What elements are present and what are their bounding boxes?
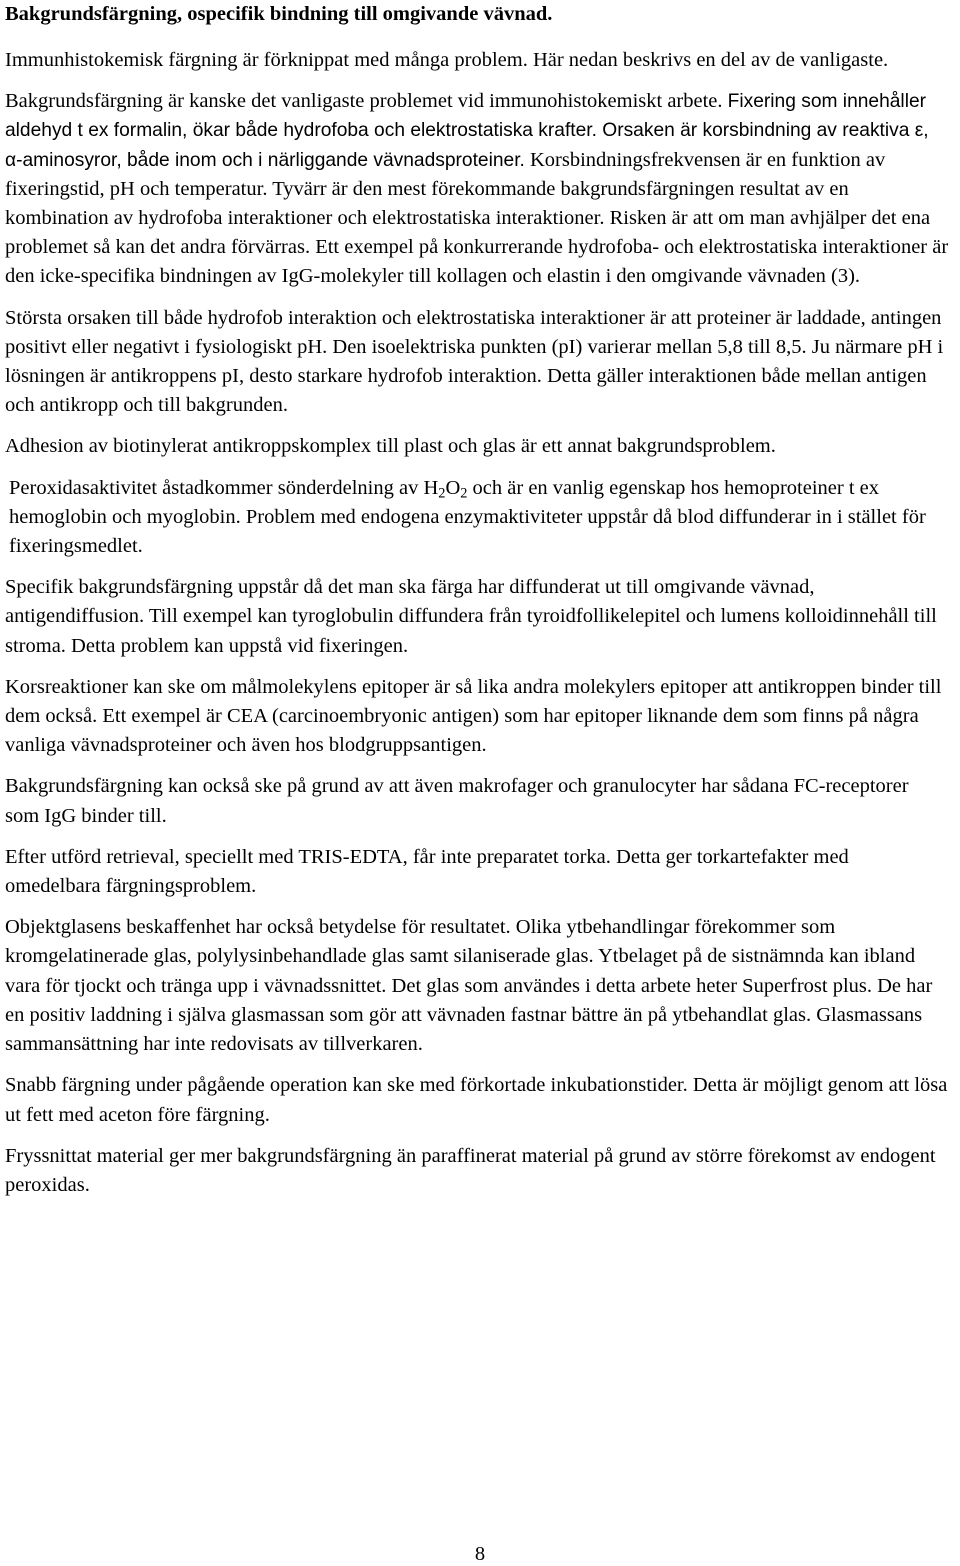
intro-text: Immunhistokemisk färgning är förknippat med många problem. Här nedan beskrivs en del av de vanligaste. <box>5 49 889 71</box>
p10-text: Snabb färgning under pågående operation kan ske med förkortade inkubationstider. Detta är möjligt genom att lösa ut fett med aceton före färgning. <box>5 1074 948 1126</box>
p5-text: Specifik bakgrundsfärgning uppstår då det man ska färga har diffunderat ut till omgivande vävnad, antigendiffusion. Till exempel kan tyroglobulin diffundera från tyroidfollikelepitel och lumens kolloidinnehåll till stroma. Detta problem kan uppstå vid fixeringen. <box>5 576 937 657</box>
p2-text: Största orsaken till både hydrofob interaktion och elektrostatiska interaktioner är att proteiner är laddade, antingen positivt eller negativt i fysiologiskt pH. Den isoelektriska punkten (pI) varierar mellan 5,8 till 8,5. Ju närmare pH i lösningen är antikroppens pI, desto starkare hydrofob interaktion. Detta gäller interaktionen både mellan antigen och antikropp och till bakgrunden. <box>5 306 944 417</box>
p4-subscript-1: 2 <box>438 485 446 502</box>
p4-subscript-2: 2 <box>460 485 468 502</box>
p11-text: Fryssnittat material ger mer bakgrundsfärgning än paraffinerat material på grund av större förekomst av endogent peroxidas. <box>5 1144 936 1196</box>
p6-text: Korsreaktioner kan ske om målmolekylens epitoper är så lika andra molekylers epitoper att antikroppen binder till dem också. Ett exempel är CEA (carcinoembryonic antigen) som har epitoper liknande dem som finns på några vanliga vävnadsproteiner och även hos blodgruppsantigen. <box>5 675 942 757</box>
paragraph-background-staining <box>5 87 950 291</box>
p1-serif-text-b: Korsbindningsfrekvensen är en funktion av fixeringstid, pH och temperatur. Tyvärr är den mest förekommande bakgrundsfärgningen resultat av en kombination av hydrofoba interaktioner och elektrostatiska interaktioner. Risken är att om man avhjälper det ena problemet så kan det andra förvärras. Ett exempel på konkurrerande hydrofoba- och elektrostatiska interaktioner är den icke-specifika bindningen av IgG-molekyler till kollagen och elastin i den omgivande vävnaden (3). <box>5 148 949 288</box>
paragraph-peroxidase <box>5 474 929 562</box>
p7-text: Bakgrundsfärgning kan också ske på grund av att även makrofager och granulocyter har sådana FC-receptorer som IgG binder till. <box>5 775 909 827</box>
p1-sans-text: Fixering som innehåller aldehyd t ex formalin, ökar både hydrofoba och elektrostatiska krafter. Orsaken är korsbindning av reaktiva ε, α-aminosyror, både inom och i närliggande vävnadsproteiner. <box>5 91 929 171</box>
p1-serif-text-a: Bakgrundsfärgning är kanske det vanligaste problemet vid immunohistokemiskt arbete. <box>5 90 723 113</box>
p3-text: Adhesion av biotinylerat antikroppskomplex till plast och glas är ett annat bakgrundsproblem. <box>5 435 776 458</box>
paragraph-fc-receptors <box>5 772 925 830</box>
paragraph-adhesion <box>5 432 960 461</box>
paragraph-specific-staining <box>5 573 945 661</box>
paragraph-charge <box>5 304 955 421</box>
document-page <box>5 0 957 1200</box>
paragraph-frozen-sections <box>5 1142 950 1200</box>
p9-text: Objektglasens beskaffenhet har också betydelse för resultatet. Olika ytbehandlingar förekommer som kromgelatinerade glas, polylysinbehandlade glas samt silaniserade glas. Ytbelaget på de sistnämnda kan ibland vara för tjockt och tränga upp i vävnadssnittet. Det glas som användes i detta arbete heter Superfrost plus. De har en positiv laddning i själva glasmassan som gör att vävnaden fastnar bättre än på ytbehandlat glas. Glasmassans sammansättning har inte redovisats av tillverkaren. <box>5 916 933 1056</box>
p4-text-after: och är en vanlig egenskap hos hemoproteiner t ex hemoglobin och myoglobin. Problem med endogena enzymaktiviteter uppstår då blod diffunderar in i stället för fixeringsmedlet. <box>9 476 926 558</box>
paragraph-retrieval <box>5 843 925 901</box>
paragraph-slides <box>5 913 950 1059</box>
p4-text-mid: O <box>445 476 461 499</box>
paragraph-rapid-staining <box>5 1071 950 1129</box>
intro-paragraph <box>5 46 950 75</box>
page-number: 8 <box>474 1543 486 1565</box>
p8-text: Efter utförd retrieval, speciellt med TRIS-EDTA, får inte preparatet torka. Detta ger torkartefakter med omedelbara färgningsproblem. <box>5 845 849 898</box>
section-heading: Bakgrundsfärgning, ospecifik bindning till omgivande vävnad. <box>5 3 553 25</box>
paragraph-cross-reactions <box>5 673 950 761</box>
p4-text-before: Peroxidasaktivitet åstadkommer sönderdelning av H <box>9 476 439 499</box>
